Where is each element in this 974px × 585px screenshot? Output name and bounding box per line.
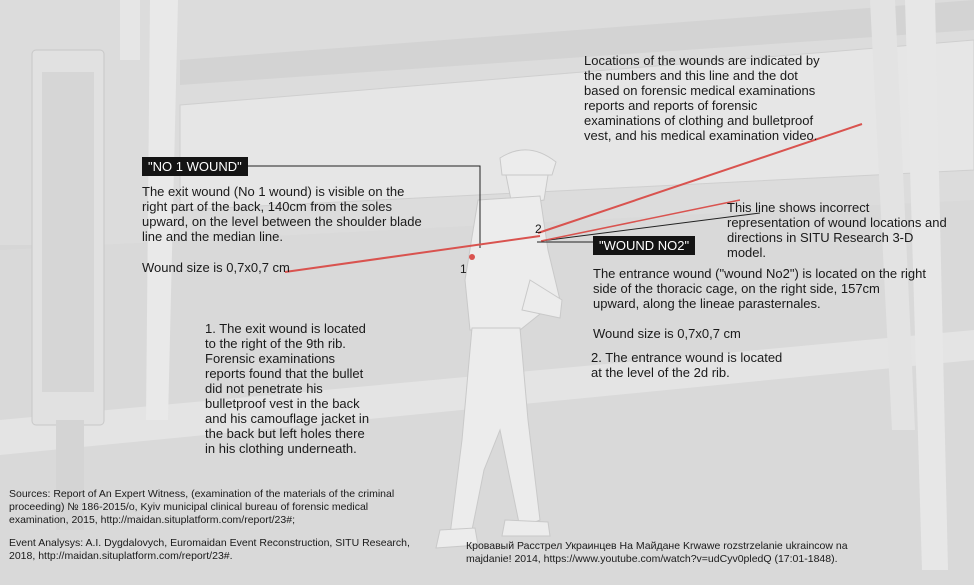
wound1-description: The exit wound (No 1 wound) is visible on the right part of the back, 140cm from the soles upward, on the level between the shoulder blade line and the median line. [142, 184, 422, 244]
wound1-label: "NO 1 WOUND" [142, 157, 248, 176]
wound2-label: "WOUND NO2" [593, 236, 695, 255]
wound1-marker: 1 [460, 262, 467, 276]
incorrect-note: This line shows incorrect representation of wound locations and directions in SITU Research 3-D model. [727, 200, 947, 260]
wound2-size: Wound size is 0,7x0,7 cm [593, 326, 741, 341]
wound2-description: The entrance wound ("wound No2") is located on the right side of the thoracic cage, on the right side, 157cm upward, along the lineae parasternales. [593, 266, 926, 311]
tree-branch-left [120, 0, 140, 60]
finding-2: 2. The entrance wound is located at the level of the 2d rib. [591, 350, 783, 380]
wound1-dot [469, 254, 475, 260]
source-event: Event Analysys: A.I. Dygdalovych, Euromaidan Event Reconstruction, SITU Research, 2018, http://maidan.situplatform.com/report/23#. [9, 537, 410, 562]
wound1-size: Wound size is 0,7x0,7 cm [142, 260, 290, 275]
wound2-marker: 2 [535, 222, 542, 236]
right-boot [502, 520, 550, 536]
source-video: Кровавый Расстрел Украинцев На Майдане Krwawe rozstrzelanie ukraincow na majdanie! 2014, https://www.youtube.com/watch?v=udCyv0pledQ (17:01-1848). [466, 540, 848, 565]
finding-1: 1. The exit wound is located to the right of the 9th rib. Forensic examinations reports found that the bullet did not penetrate his bulletproof vest in the back and his camouflage jacket in the back but left holes there in his clothing underneath. [205, 321, 370, 456]
source-report: Sources: Report of An Expert Witness, (examination of the materials of the criminal proceeding) № 186-2015/o, Kyiv municipal clinical bureau of forensic medical examination, 2015, http://maidan.situplatform.com/report/23#; [9, 488, 395, 526]
signboard-panel [42, 72, 94, 392]
top-note: Locations of the wounds are indicated by the numbers and this line and the dot based on forensic medical examinations reports and reports of forensic examinations of clothing and bulletproof vest, and his medical examination video. [584, 53, 820, 143]
